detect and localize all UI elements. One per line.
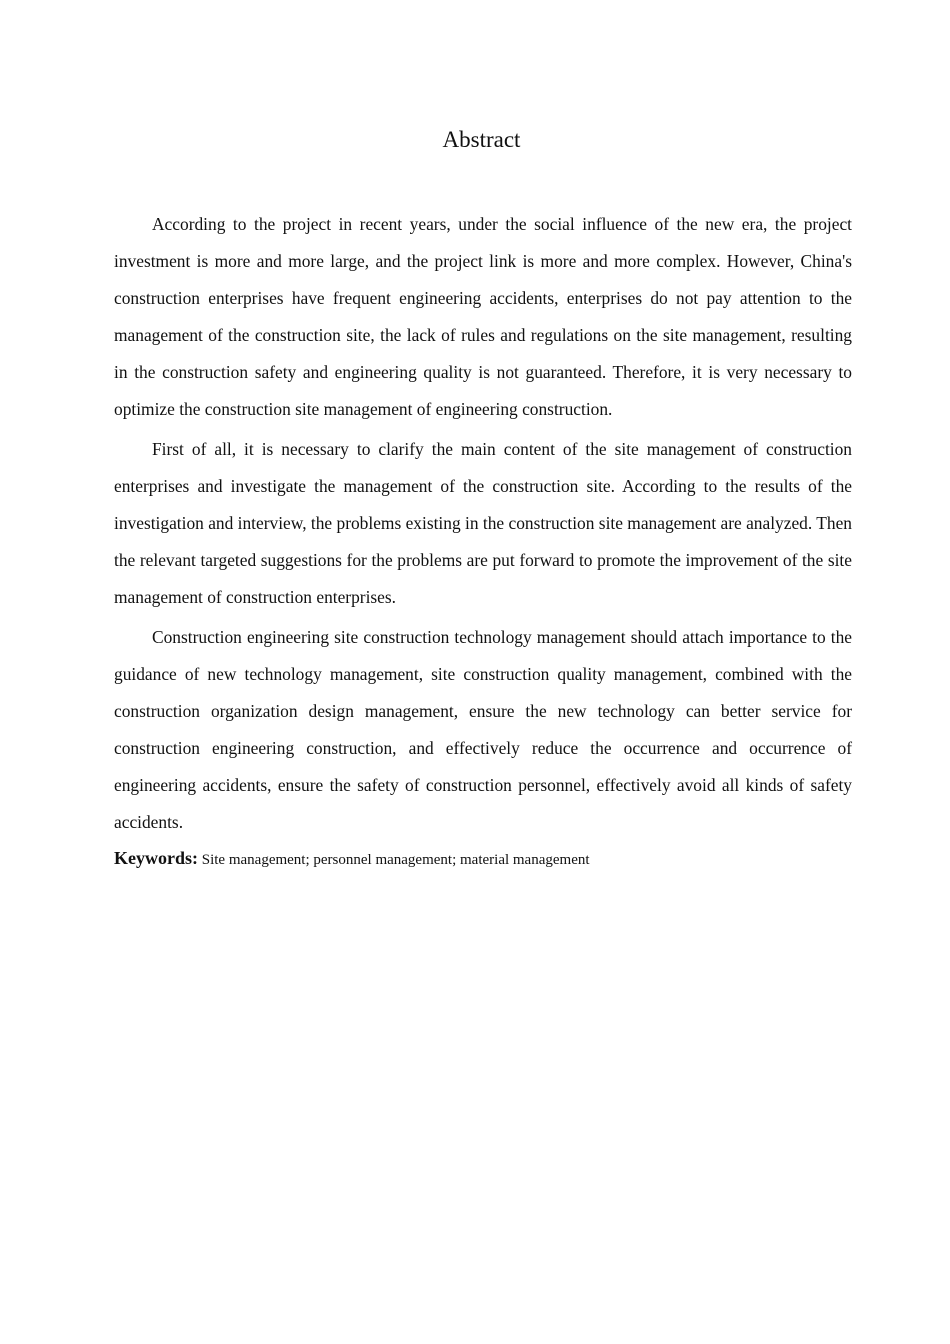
abstract-paragraph-1: According to the project in recent years, under the social influence of the new era, the project investment is more and more large, and the project link is more and more complex. However, China's construction enterprises have frequent engineering accidents, enterprises do not pay attention to the management of the construction site, the lack of rules and regulations on the site management, resulting in the construction safety and engineering quality is not guaranteed. Therefore, it is very necessary to optimize the construction site management of engineering construction.: [114, 214, 852, 419]
keywords-line: [114, 844, 852, 874]
abstract-title: Abstract: [442, 127, 521, 152]
abstract-paragraph-3: Construction engineering site construction technology management should attach importance to the guidance of new technology management, site construction quality management, combined with the construction organization design management, ensure the new technology can better service for construction engineering construction, and effectively reduce the occurrence and occurrence of engineering accidents, ensure the safety of construction personnel, effectively avoid all kinds of safety accidents.: [114, 627, 852, 832]
abstract-body: [114, 206, 852, 874]
keywords-text: Site management; personnel management; material management: [201, 852, 590, 868]
abstract-paragraph-2: First of all, it is necessary to clarify the main content of the site management of construction enterprises and investigate the management of the construction site. According to the results of the investigation and interview, the problems existing in the construction site management are analyzed. Then the relevant targeted suggestions for the problems are put forward to promote the improvement of the site management of construction enterprises.: [114, 439, 852, 607]
keywords-label: Keywords:: [114, 848, 198, 868]
